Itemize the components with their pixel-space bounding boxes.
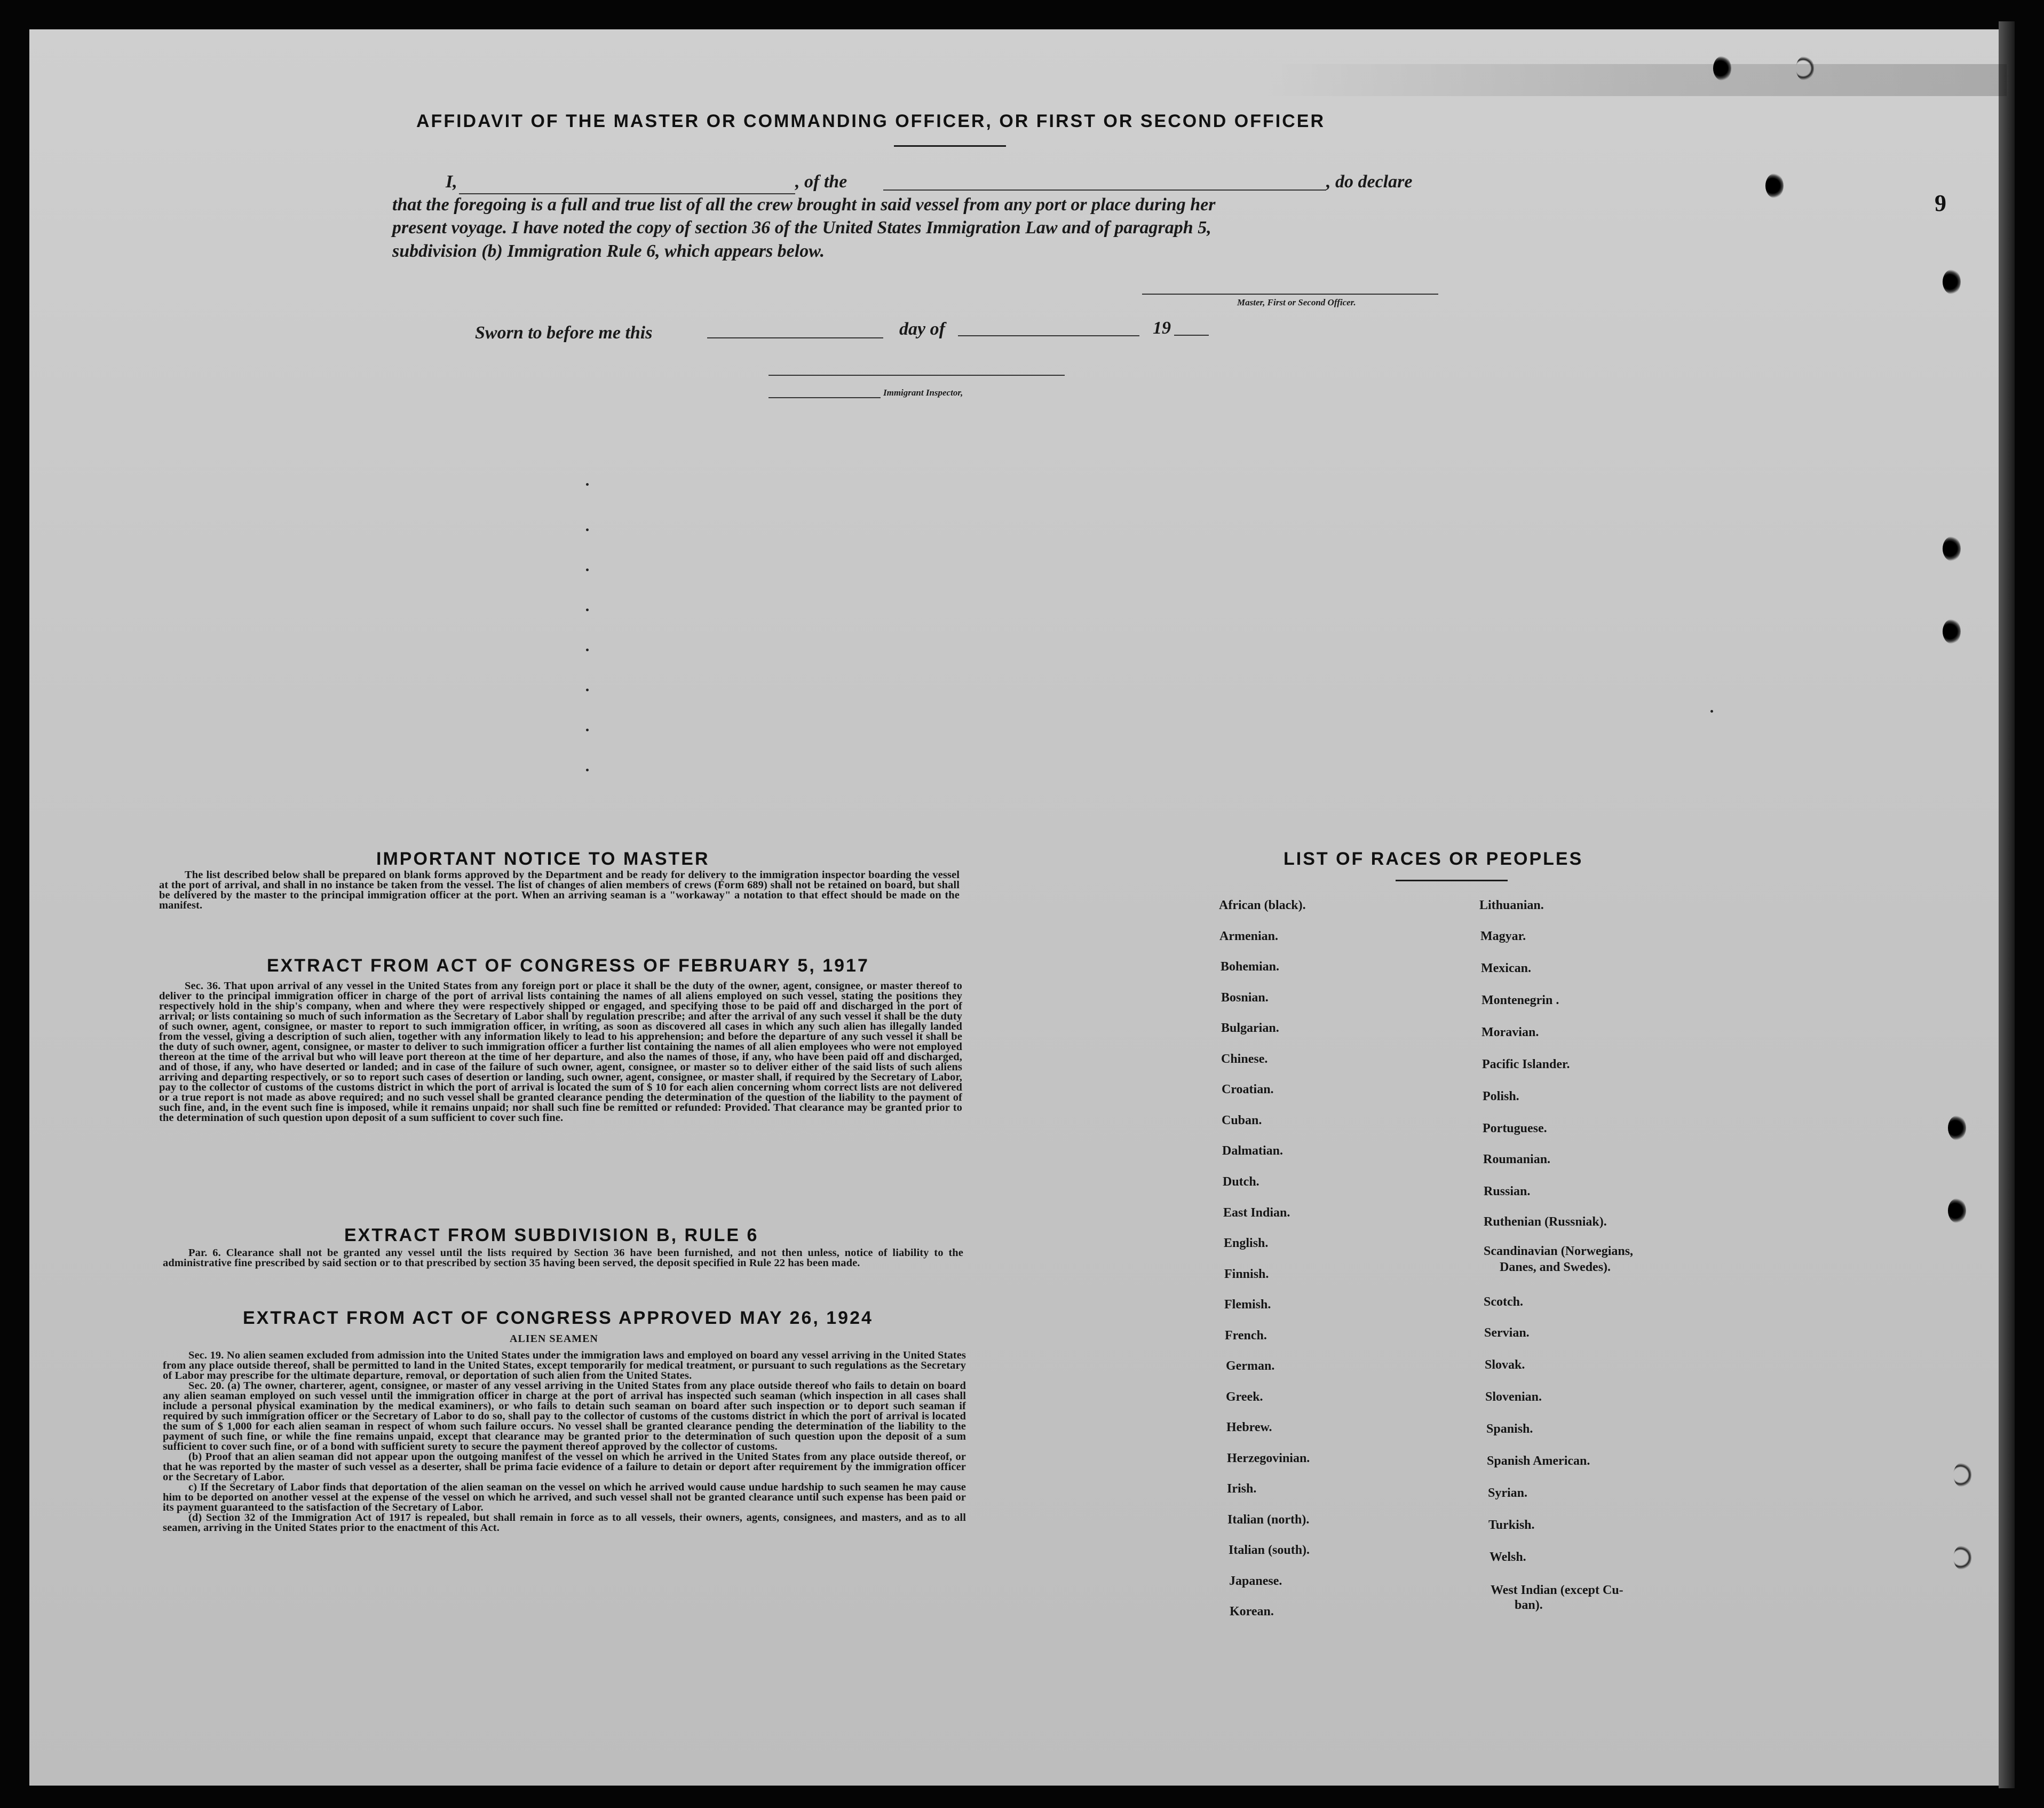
- rule6-body: [163, 1248, 963, 1268]
- race-item: Magyar.: [1480, 929, 1526, 943]
- race-item: Moravian.: [1481, 1025, 1539, 1039]
- race-item: Herzegovinian.: [1227, 1451, 1310, 1465]
- margin-dot: [586, 729, 589, 731]
- race-item: Greek.: [1226, 1390, 1263, 1404]
- title-underline: [894, 145, 1006, 147]
- race-item: Flemish.: [1224, 1298, 1271, 1312]
- affidavit-title: AFFIDAVIT OF THE MASTER OR COMMANDING OFFICER, OR FIRST OR SECOND OFFICER: [416, 111, 1325, 131]
- declarant-label: I,: [446, 172, 457, 192]
- declarant-name-field[interactable]: [459, 193, 795, 194]
- race-item: Armenian.: [1219, 929, 1278, 943]
- race-item: Italian (north).: [1227, 1513, 1310, 1527]
- sec-20b-paragraph: (b) Proof that an alien seaman did not appear upon the outgoing manifest of the vessel on which he arrived in the United States from any place outside thereof, or that he was reported by the master of such vessel as a deserter, shall be prima facie evidence of a failure to detain or deport after requirement by the immigration officer or the Secretary of Labor.: [163, 1451, 966, 1483]
- master-caption: Master, First or Second Officer.: [1237, 297, 1356, 307]
- page-edge-shadow: [1999, 21, 2015, 1788]
- punch-hole-icon: [1953, 1463, 1971, 1487]
- race-item: Welsh.: [1490, 1550, 1526, 1564]
- punch-hole-icon: [1943, 619, 1961, 644]
- race-item: German.: [1226, 1359, 1275, 1373]
- race-item: Turkish.: [1488, 1518, 1535, 1532]
- affidavit-line-3: present voyage. I have noted the copy of section 36 of the United States Immigration Law and of paragraph 5,: [392, 218, 1211, 238]
- race-item: Russian.: [1484, 1185, 1531, 1198]
- race-item: Roumanian.: [1483, 1152, 1551, 1166]
- page-number: 9: [1935, 190, 1946, 216]
- race-item: Cuban.: [1222, 1114, 1262, 1127]
- notice-paragraph: The list described below shall be prepared on blank forms approved by the Department and be ready for delivery to the immigration inspector boarding the vessel at the port of arrival, and shall in no instance be taken from the vessel. The list of changes of alien members of crews (Form 689) shall not be retained on board, but shall be delivered by the master to the principal immigration officer at the port. When an arriving seaman is a "workaway" a notation to that effect should be made on the manifest.: [159, 869, 960, 911]
- race-item: Bosnian.: [1221, 991, 1269, 1005]
- race-item: Danes, and Swedes).: [1500, 1260, 1611, 1274]
- inspector-caption: Immigrant Inspector,: [883, 388, 963, 398]
- punch-hole-icon: [1765, 173, 1784, 198]
- race-item: Scandinavian (Norwegians,: [1484, 1244, 1634, 1258]
- race-item: Lithuanian.: [1479, 898, 1544, 912]
- races-title-underline: [1396, 880, 1508, 881]
- race-item: Mexican.: [1481, 961, 1531, 975]
- race-item: African (black).: [1219, 898, 1306, 912]
- sec-20a-paragraph: Sec. 20. (a) The owner, charterer, agent, consignee, or master of any vessel arriving in the United States from any place outside thereof who fails to detain on board any alien seaman employed on such vessel until the immigration officer in charge at the port of arrival has inspected such seaman (which inspection in all cases shall include a personal physical examination by the medical examiners), or who fails to detain such seaman on board after such inspection or to deport such seaman if required by such immigration officer or the Secretary of Labor to do so, shall pay to the collector of customs of the customs district in which the port of arrival is located the sum of $ 1,000 for each alien seaman in respect of whom such failure occurs. No vessel shall be granted clearance pending the determination of the liability to the payment of such fine, or while the fine remains unpaid, except that clearance may be granted prior to the determination of such question upon the deposit of a sum sufficient to cover such fine, or of a bond with sufficient surety to secure the payment thereof approved by the collector of customs.: [163, 1380, 966, 1452]
- race-item: Chinese.: [1221, 1052, 1268, 1066]
- race-item: Japanese.: [1229, 1574, 1282, 1588]
- par-6-paragraph: Par. 6. Clearance shall not be granted any vessel until the lists required by Section 36 have been furnished, and not then unless, notice of liability to the administrative fine prescribed by said section or to that prescribed by section 35 having been served, the deposit specified in Rule 22 has been made.: [163, 1247, 963, 1269]
- race-item: Hebrew.: [1226, 1420, 1272, 1434]
- inspector-line: [769, 397, 881, 398]
- race-item: Montenegrin .: [1481, 993, 1559, 1007]
- race-item: English.: [1224, 1236, 1269, 1250]
- race-item: Korean.: [1230, 1605, 1274, 1618]
- race-item: Dalmatian.: [1222, 1144, 1283, 1158]
- race-item: ban).: [1515, 1598, 1543, 1612]
- notice-body: [159, 870, 960, 911]
- punch-hole-icon: [1713, 56, 1731, 81]
- declare-label: , do declare: [1326, 172, 1413, 192]
- margin-dot: [586, 483, 589, 486]
- race-item: West Indian (except Cu-: [1491, 1583, 1623, 1597]
- race-item: Italian (south).: [1229, 1543, 1310, 1557]
- vessel-name-field[interactable]: [883, 190, 1326, 191]
- extract-1917-title: EXTRACT FROM ACT OF CONGRESS OF FEBRUARY 5, 1917: [267, 956, 869, 976]
- punch-hole-icon: [1953, 1545, 1971, 1570]
- extract-1924-title: EXTRACT FROM ACT OF CONGRESS APPROVED MAY 26, 1924: [243, 1308, 873, 1328]
- race-item: Scotch.: [1484, 1295, 1523, 1309]
- race-item: Syrian.: [1488, 1486, 1528, 1500]
- punch-hole-icon: [1948, 1116, 1966, 1140]
- margin-dot: [586, 769, 589, 771]
- margin-dot: [1710, 710, 1713, 713]
- vessel-label: , of the: [795, 172, 847, 192]
- race-item: Slovenian.: [1485, 1390, 1542, 1404]
- race-item: Pacific Islander.: [1482, 1057, 1570, 1071]
- punch-hole-icon: [1943, 270, 1961, 294]
- day-of-label: day of: [899, 319, 945, 339]
- section-36-paragraph: Sec. 36. That upon arrival of any vessel in the United States from any foreign port or place it shall be the duty of the owner, agent, consignee, or master thereof to deliver to the principal immigration officer in charge of the port of arrival lists containing the names of all aliens employed on such vessel, stating the positions they respectively hold in the ship's company, when and where they were respectively shipped or engaged, and specifying those to be paid off and discharged in the port of arrival; or lists containing so much of such information as the Secretary of Labor shall by regulation prescribe; and after the arrival of any such vessel it shall be the duty of such owner, agent, consignee, or master to report to such immigration officer, in writing, as soon as discovered all cases in which any such alien has illegally landed from the vessel, giving a description of such alien, together with any information likely to lead to his apprehension; and before the departure of any such vessel it shall be the duty of such owner, agent, consignee, or master to deliver to such immigration officer a further list containing the names of all alien employees who were not employed thereon at the time of the arrival but who will leave port thereon at the time of her departure, and also the names of those, if any, who have been paid off and discharged, and of those, if any, who have deserted or landed; and in case of the failure of such owner, agent, consignee, or master so to deliver either of the said lists of such aliens arriving and departing respectively, or so to report such cases of desertion or landing, such owner, agent, consignee, or master shall, if required by the Secretary of Labor, pay to the collector of customs of the customs district in which the port of arrival is located the sum of $ 10 for each alien concerning whom correct lists are not delivered or a true report is not made as above required; and no such vessel shall be granted clearance pending the determination of the question of the liability to the payment of such fine, and, in the event such fine is imposed, while it remains unpaid; nor shall such fine be remitted or refunded: Provided. That clearance may be granted prior to the determination of such question upon deposit of a sum sufficient to cover such fine.: [159, 980, 962, 1124]
- year-label: 19: [1153, 318, 1171, 338]
- sworn-day-field[interactable]: [707, 337, 883, 338]
- affidavit-line-2: that the foregoing is a full and true list of all the crew brought in said vessel from any port or place during her: [392, 195, 1216, 215]
- punch-hole-icon: [1796, 56, 1814, 81]
- race-item: Spanish American.: [1487, 1454, 1590, 1468]
- bleed-through-text: [1259, 64, 2007, 96]
- sworn-year-field[interactable]: [1174, 335, 1209, 336]
- race-item: Spanish.: [1486, 1422, 1533, 1436]
- race-item: Ruthenian (Russniak).: [1484, 1215, 1607, 1229]
- rule6-title: EXTRACT FROM SUBDIVISION B, RULE 6: [344, 1225, 759, 1245]
- margin-dot: [586, 609, 589, 611]
- race-item: Dutch.: [1223, 1175, 1259, 1189]
- inspector-signature-field[interactable]: [769, 375, 1065, 376]
- master-signature-field[interactable]: [1142, 294, 1438, 295]
- margin-dot: [586, 689, 589, 691]
- race-item: Croatian.: [1222, 1083, 1274, 1096]
- punch-hole-icon: [1943, 536, 1961, 561]
- race-item: Finnish.: [1224, 1267, 1269, 1281]
- race-item: Polish.: [1483, 1089, 1519, 1103]
- margin-dot: [586, 528, 589, 531]
- race-item: Slovak.: [1485, 1358, 1525, 1372]
- race-item: French.: [1225, 1329, 1267, 1343]
- margin-dot: [586, 649, 589, 651]
- alien-seamen-subtitle: ALIEN SEAMEN: [510, 1333, 598, 1345]
- extract-1917-body: [159, 981, 962, 1123]
- affidavit-line-4: subdivision (b) Immigration Rule 6, which appears below.: [392, 241, 825, 261]
- race-item: Bohemian.: [1221, 960, 1280, 974]
- notice-title: IMPORTANT NOTICE TO MASTER: [376, 849, 710, 869]
- race-item: Portuguese.: [1483, 1122, 1547, 1135]
- sec-19-paragraph: Sec. 19. No alien seamen excluded from admission into the United States under the immigration laws and employed on board any vessel arriving in the United States from any place outside thereof, shall be permitted to land in the United States, except temporarily for medical treatment, or pursuant to such regulations as the Secretary of Labor may prescribe for the ultimate departure, removal, or deportation of such alien from the United States.: [163, 1349, 966, 1381]
- margin-dot: [586, 569, 589, 571]
- race-item: Servian.: [1484, 1326, 1530, 1340]
- sworn-label: Sworn to before me this: [475, 323, 653, 343]
- sec-20d-paragraph: (d) Section 32 of the Immigration Act of 1917 is repealed, but shall remain in force as to all vessels, their owners, agents, consignees, and masters, and as to all seamen, arriving in the United States prior to the enactment of this Act.: [163, 1512, 966, 1534]
- race-item: Bulgarian.: [1221, 1021, 1279, 1035]
- extract-1924-body: [163, 1351, 966, 1533]
- race-item: East Indian.: [1223, 1206, 1290, 1220]
- race-item: Irish.: [1227, 1482, 1257, 1496]
- sec-20c-paragraph: c) If the Secretary of Labor finds that deportation of the alien seaman on the vessel on which he arrived would cause undue hardship to such seamen he may cause him to be deported on another vessel at the expense of the vessel on which he arrived, and such vessel shall not be granted clearance until such expense has been paid or its payment guaranteed to the satisfaction of the Secretary of Labor.: [163, 1481, 966, 1513]
- races-title: LIST OF RACES OR PEOPLES: [1284, 849, 1583, 869]
- sworn-month-field[interactable]: [958, 335, 1139, 336]
- punch-hole-icon: [1948, 1198, 1966, 1223]
